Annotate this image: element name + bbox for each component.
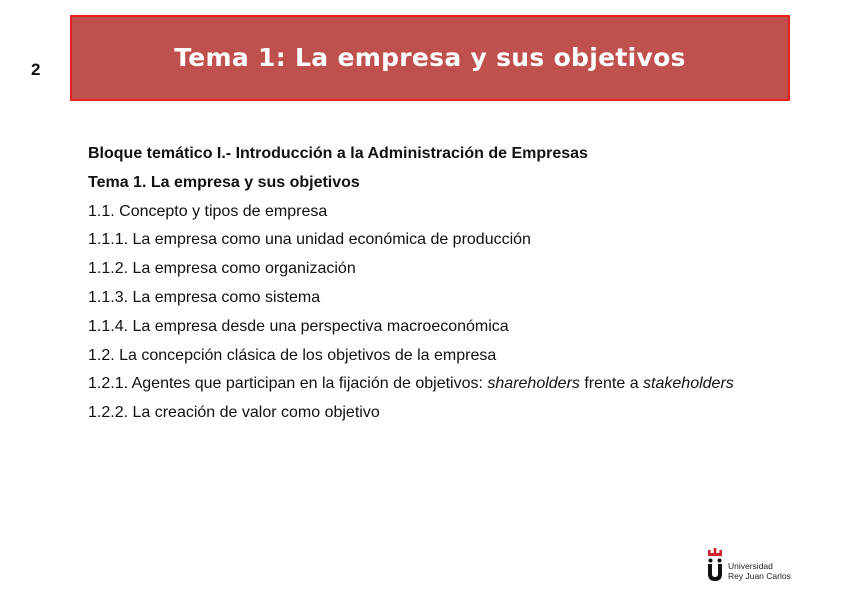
list-item: 1.2.2. La creación de valor como objetivo xyxy=(88,404,380,422)
list-item: 1.1.3. La empresa como sistema xyxy=(88,288,321,306)
agents-middle: frente a xyxy=(579,375,644,393)
list-item: 1.2. La concepción clásica de los objetivos de la empresa xyxy=(88,346,497,364)
list-item: 1.1. Concepto y tipos de empresa xyxy=(88,202,328,220)
agents-prefix: 1.2.1. Agentes que participan en la fijación de objetivos: xyxy=(88,375,488,393)
page-number: 2 xyxy=(31,60,41,79)
slide-content xyxy=(88,142,768,430)
list-item: 1.1.4. La empresa desde una perspectiva macroeconómica xyxy=(88,317,509,335)
urjc-logo-icon xyxy=(705,548,725,582)
logo-line-2: Rey Juan Carlos xyxy=(728,571,791,581)
logo-line-1: Universidad xyxy=(728,561,773,571)
agents-stakeholders: stakeholders xyxy=(643,375,734,393)
logo-text xyxy=(728,561,791,581)
university-logo xyxy=(705,548,815,584)
agents-shareholders: shareholders xyxy=(487,375,580,393)
topic-heading: Tema 1. La empresa y sus objetivos xyxy=(88,173,360,191)
list-item-agents xyxy=(88,372,768,396)
list-item: 1.1.2. La empresa como organización xyxy=(88,260,356,278)
list-item: 1.1.1. La empresa como una unidad económica de producción xyxy=(88,231,531,249)
slide-title: Tema 1: La empresa y sus objetivos xyxy=(174,42,686,72)
title-banner xyxy=(70,15,790,101)
block-heading: Bloque temático I.- Introducción a la Administración de Empresas xyxy=(88,145,588,162)
